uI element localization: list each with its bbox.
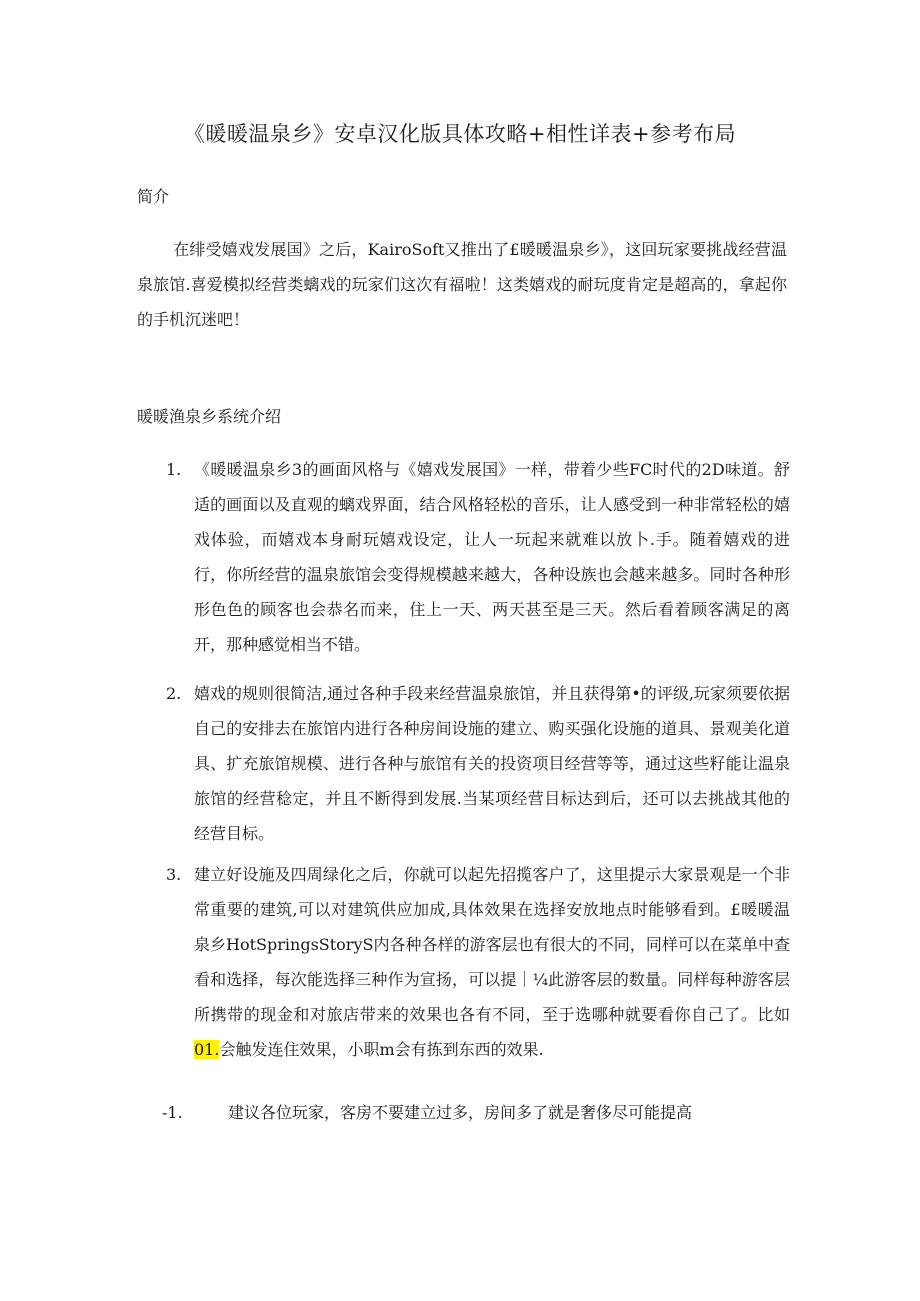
list-item-number: 2. — [166, 684, 182, 703]
list-item-text: 建议各位玩家，客房不要建立过多，房间多了就是奢侈尽可能提高 — [228, 1103, 693, 1122]
list-item-number: 1. — [166, 460, 182, 479]
highlighted-text: 01. — [194, 1040, 220, 1059]
list-item-number: -1. — [162, 1103, 183, 1122]
intro-paragraph — [137, 232, 787, 337]
intro-text: 在绯受嬉戏发展国》之后，KairoSoft又推出了£暖暖温泉乡》，这回玩家要挑战经营温泉旅馆.喜爱模拟经营类螭戏的玩家们这次有福啦！这类嬉戏的耐玩度肯定是超高的，拿起你的手机沉迷吧！ — [137, 240, 787, 329]
list-item-text-after: 会触发连住效果，小职m会有拣到东西的效果. — [219, 1040, 544, 1059]
list-item-text: 《暖暖温泉乡3的画面风格与《嬉戏发展国》一样，带着少些FC时代的2D味道。舒适的画面以及直观的螭戏界面，结合风格轻松的音乐，让人感受到一种非常轻松的嬉戏体验，而嬉戏本身耐玩嬉戏设定，让人一玩起来就难以放卜.手。随着嬉戏的进行，你所经营的温泉旅馆会变得规模越来越大，各种设族也会越来越多。同时各种形形色色的顾客也会恭名而来，住上一天、两天甚至是三天。然后看着顾客满足的离开，那种感觉相当不错。 — [194, 460, 790, 654]
document-title: 《暖暖温泉乡》安卓汉化版具体攻略+相性详表+参考布局 — [183, 122, 737, 146]
intro-heading: 简介 — [137, 187, 170, 206]
list-item-text — [194, 857, 790, 1067]
list-item-1 — [166, 452, 790, 662]
list-item-3 — [166, 857, 790, 1067]
list-item-text: 嬉戏的规则很简洁,通过各种手段来经营温泉旅馆，并且获得第•的评级,玩家须要依据自己的安排去在旅馆内进行各种房间设施的建立、购买强化设施的道具、景观美化道具、扩充旅馆规模、进行各种与旅馆有关的投资项目经营等等，通过这些籽能让温泉旅馆的经营稔定，并且不断得到发展.当某项经营目标达到后，还可以去挑战其他的经营目标。 — [194, 684, 790, 843]
list-item-number: 3. — [166, 865, 182, 884]
list-item-4 — [162, 1100, 692, 1123]
system-heading: 暖暖渔泉乡系统介绍 — [137, 407, 282, 426]
list-item-text-before: 建立好设施及四周绿化之后，你就可以起先招揽客户了，这里提示大家景观是一个非常重要的建筑,可以对建筑供应加成,具体效果在选择安放地点时能够看到。£暖暖温泉乡HotSpringsStoryS内各种各样的游客层也有很大的不同，同样可以在菜单中查看和选择，每次能选择三种作为宣扬，可以提｜¼此游客层的数量。同样每种游客层所携带的现金和对旅店带来的效果也各有不同，至于选哪种就要看你自己了。比如 — [194, 865, 790, 1024]
list-item-2 — [166, 676, 790, 851]
